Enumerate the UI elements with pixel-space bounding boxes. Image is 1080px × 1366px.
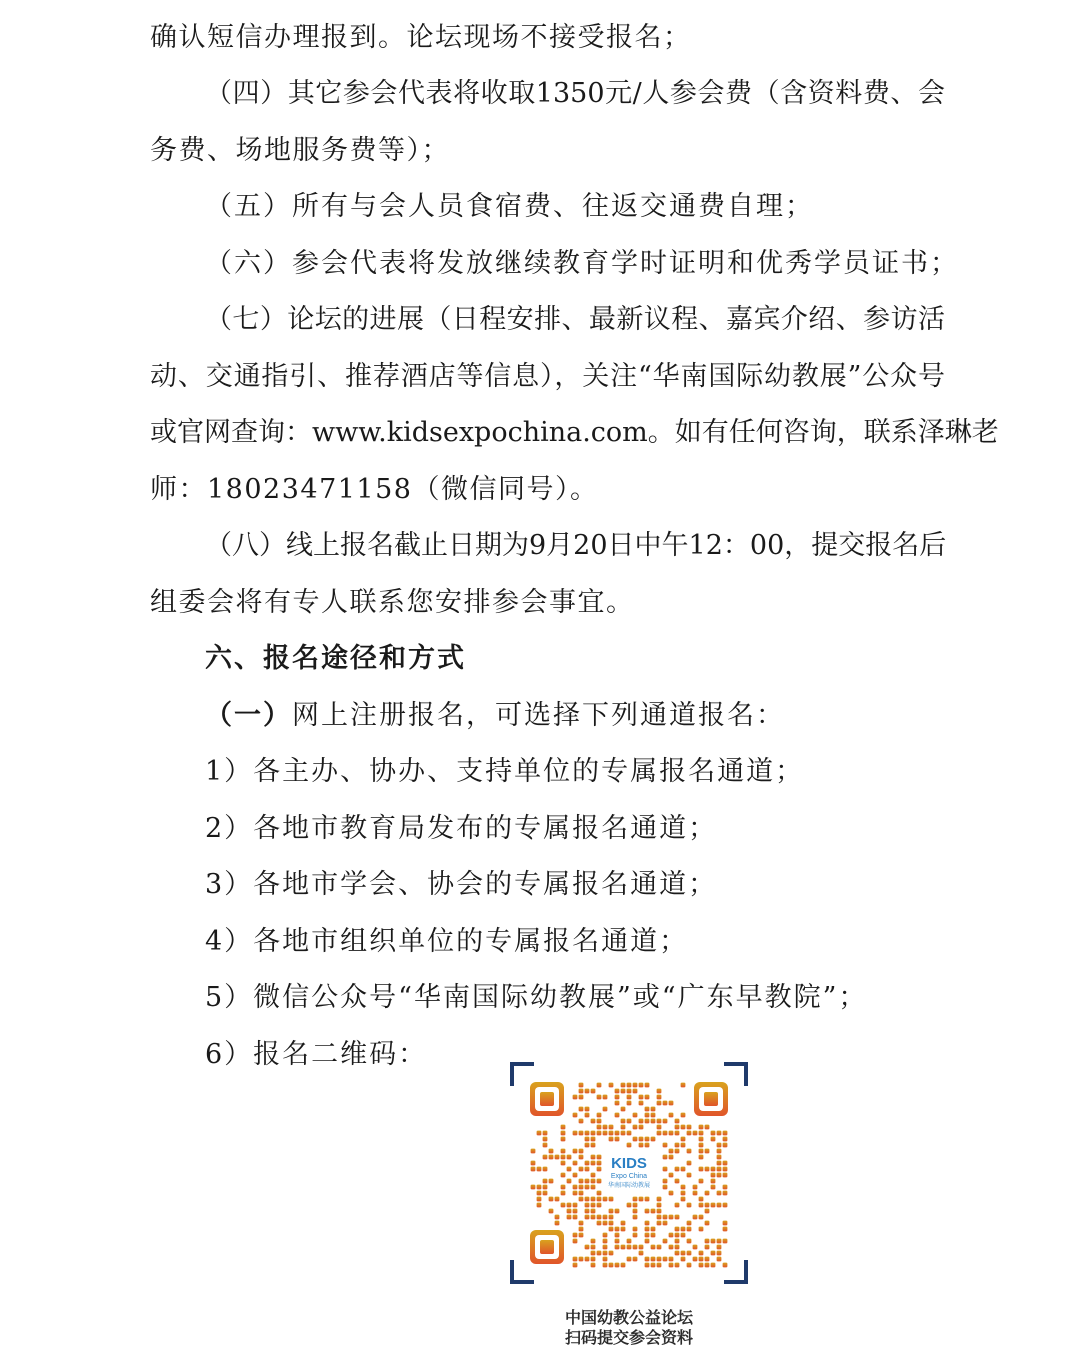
kids-logo-cn: 华南国际幼教展 <box>607 1182 651 1189</box>
list-item: 6）报名二维码： <box>205 1039 428 1070</box>
paragraph-line: 确认短信办理报到。论坛现场不接受报名； <box>150 22 692 53</box>
section-heading: 六、报名途径和方式 <box>205 643 466 674</box>
paragraph-line: （五）所有与会人员食宿费、往返交通费自理； <box>205 191 814 222</box>
subsection-text: 网上注册报名，可选择下列通道报名： <box>292 700 785 731</box>
list-item: 1）各主办、协办、支持单位的专属报名通道； <box>205 756 805 787</box>
subsection-number: （一） <box>205 700 292 731</box>
paragraph-line: 或官网查询：www.kidsexpochina.com。如有任何咨询，联系泽琳老 <box>150 417 999 448</box>
subsection-line <box>205 698 785 734</box>
kids-logo: KIDS <box>611 1155 647 1172</box>
paragraph-line: （四）其它参会代表将收取1350元/人参会费（含资料费、会 <box>205 78 945 109</box>
list-item: 3）各地市学会、协会的专属报名通道； <box>205 869 718 900</box>
list-item: 2）各地市教育局发布的专属报名通道； <box>205 813 718 844</box>
paragraph-line: （六）参会代表将发放继续教育学时证明和优秀学员证书； <box>205 248 959 279</box>
list-item: 5）微信公众号“华南国际幼教展”或“广东早教院”； <box>205 982 868 1013</box>
paragraph-line: 务费、场地服务费等）； <box>150 135 450 166</box>
list-item: 4）各地市组织单位的专属报名通道； <box>205 926 689 957</box>
qr-code-image <box>510 1062 748 1284</box>
registration-qr-code[interactable] <box>510 1062 748 1284</box>
paragraph-line: （八）线上报名截止日期为9月20日中午12：00，提交报名后 <box>205 530 947 561</box>
qr-caption-line2: 扫码提交参会资料 <box>564 1328 693 1347</box>
paragraph-line: 师：18023471158（微信同号）。 <box>150 474 599 505</box>
paragraph-line: 动、交通指引、推荐酒店等信息），关注“华南国际幼教展”公众号 <box>150 361 945 392</box>
paragraph-line: （七）论坛的进展（日程安排、最新议程、嘉宾介绍、参访活 <box>205 304 945 335</box>
kids-logo-subtitle: Expo China <box>610 1173 648 1180</box>
paragraph-line: 组委会将有专人联系您安排参会事宜。 <box>150 587 635 618</box>
qr-caption-line1: 中国幼教公益论坛 <box>564 1308 693 1327</box>
